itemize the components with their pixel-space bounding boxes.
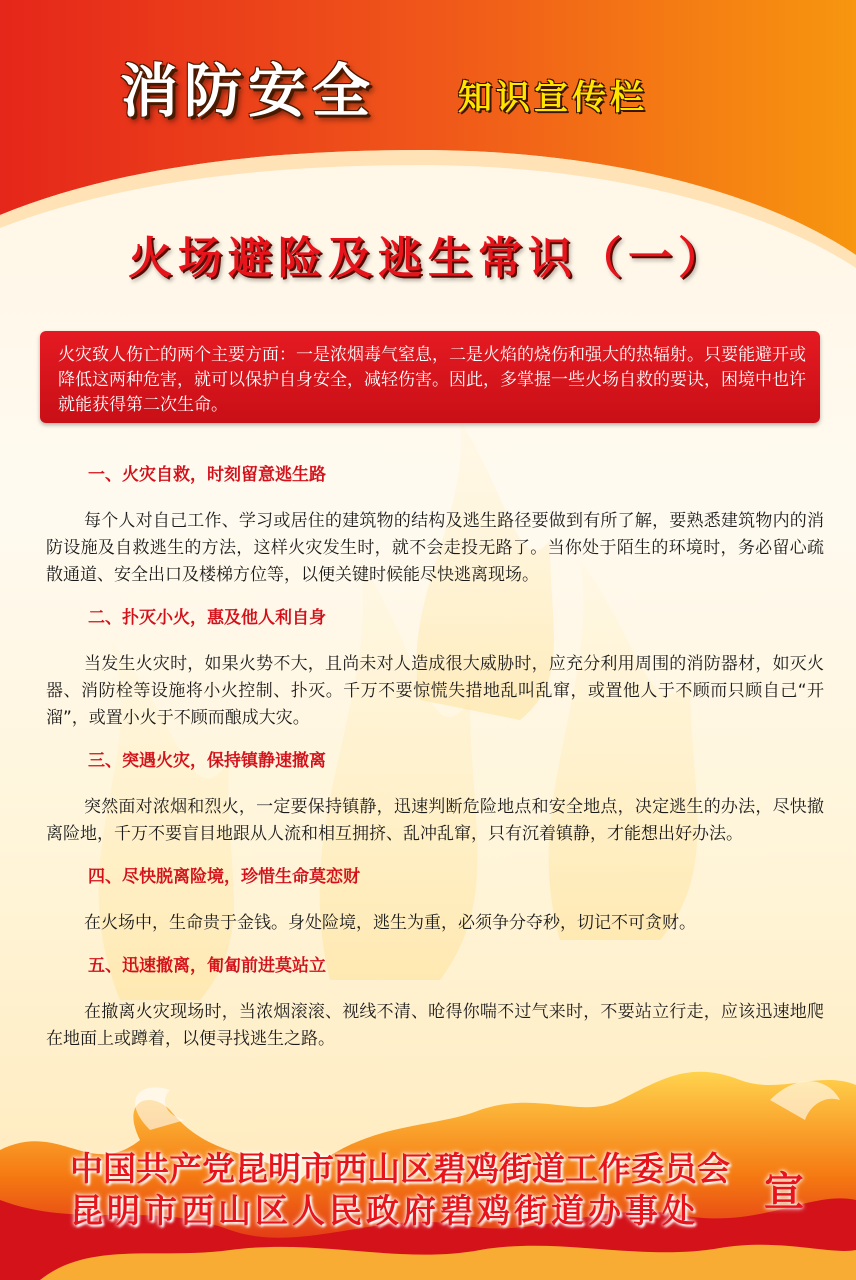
tip-title: 五、迅速撤离，匍匐前进莫站立 [88,956,326,976]
footer-issuer [70,1148,730,1232]
tip-section-1 [46,462,824,589]
tip-body: 突然面对浓烟和烈火，一定要保持镇静，迅速判断危险地点和安全地点，决定逃生的办法，尽快撤离险地，千万不要盲目地跟从人流和相互拥挤、乱冲乱窜，只有沉着镇静，才能想出好办法。 [46,797,824,844]
footer-line-2: 昆明市西山区人民政府碧鸡街道办事处 [70,1191,699,1230]
section-heading: 火场避险及逃生常识（一） [128,233,728,284]
tip-body: 在撤离火灾现场时，当浓烟滚滚、视线不清、呛得你喘不过气来时，不要站立行走，应该迅速地爬在地面上或蹲着，以便寻找逃生之路。 [46,1002,824,1049]
footer-tag: 宣 [764,1169,804,1215]
tip-title: 一、火灾自救，时刻留意逃生路 [88,465,326,485]
tip-title: 三、突遇火灾，保持镇静速撤离 [88,751,326,771]
tip-section-3 [46,748,824,848]
content-area [46,462,824,1069]
tip-title: 二、扑灭小火，惠及他人利自身 [88,608,326,628]
tip-body: 在火场中，生命贵于金钱。身处险境，逃生为重，必须争分夺秒，切记不可贪财。 [84,913,696,933]
tip-title: 四、尽快脱离险境，珍惜生命莫恋财 [88,867,360,887]
poster-subtitle: 知识宣传栏 [458,78,648,118]
tip-section-2 [46,605,824,732]
tip-section-4 [46,864,824,937]
tip-body: 每个人对自己工作、学习或居住的建筑物的结构及逃生路径要做到有所了解，要熟悉建筑物内的消防设施及自救逃生的方法，这样火灾发生时，就不会走投无路了。当你处于陌生的环境时，务必留心疏散通道、安全出口及楼梯方位等，以便关键时候能尽快逃离现场。 [46,511,824,585]
tip-section-5 [46,953,824,1053]
intro-text: 火灾致人伤亡的两个主要方面：一是浓烟毒气窒息，二是火焰的烧伤和强大的热辐射。只要能避开或降低这两种危害，就可以保护自身安全，减轻伤害。因此，多掌握一些火场自救的要诀，困境中也许就能获得第二次生命。 [58,345,806,415]
intro-box [40,331,820,423]
tip-body: 当发生火灾时，如果火势不大，且尚未对人造成很大威胁时，应充分利用周围的消防器材，如灭火器、消防栓等设施将小火控制、扑灭。千万不要惊慌失措地乱叫乱窜，或置他人于不顾而只顾自己“开溜”，或置小火于不顾而酿成大灾。 [46,654,824,728]
poster-title: 消防安全 [120,57,377,125]
footer-line-1: 中国共产党昆明市西山区碧鸡街道工作委员会 [70,1149,730,1188]
